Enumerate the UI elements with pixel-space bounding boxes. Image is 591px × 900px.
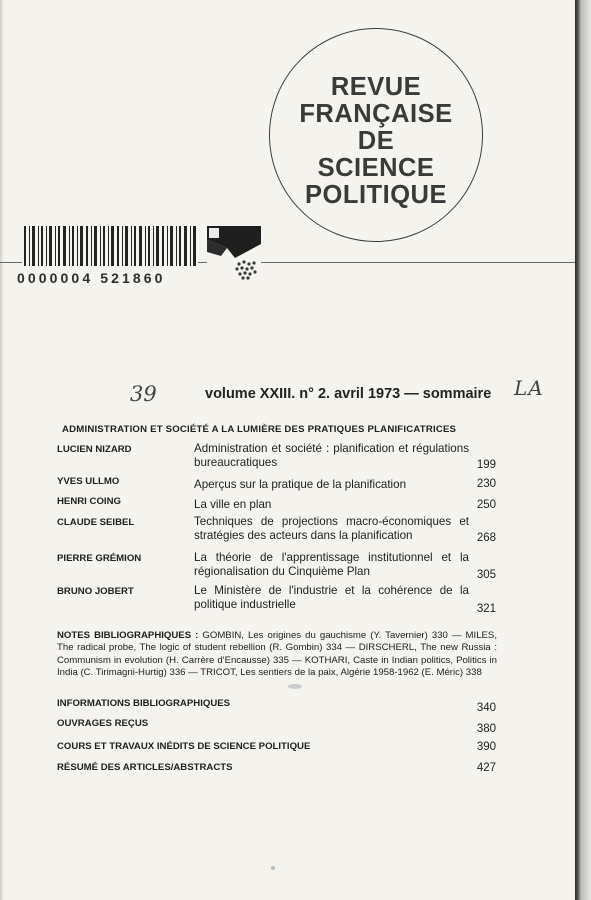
article-author: YVES ULLMO	[57, 476, 120, 487]
notes-heading: NOTES BIBLIOGRAPHIQUES :	[57, 630, 199, 641]
ink-smudge	[288, 684, 302, 689]
section-page: 380	[476, 723, 496, 735]
article-page: 268	[476, 532, 496, 544]
section-label: OUVRAGES REÇUS	[57, 718, 149, 729]
section-page: 427	[476, 762, 496, 774]
toc-section	[0, 741, 575, 761]
issue-line: volume XXIII. n° 2. avril 1973 — sommaire	[205, 386, 492, 402]
article-title: Techniques de projections macro-économiques et stratégies des acteurs dans la planification	[194, 515, 469, 542]
article-page: 199	[476, 459, 496, 471]
journal-title	[269, 74, 483, 209]
toc-section	[0, 698, 575, 718]
handwritten-note-left: 39	[130, 382, 157, 406]
section-page: 340	[476, 702, 496, 714]
article-page: 305	[476, 569, 496, 581]
article-page: 250	[476, 499, 496, 511]
book-spine-edge	[575, 0, 591, 900]
toc-entry	[0, 586, 575, 626]
handwritten-note-right: LA	[514, 376, 544, 400]
section-label: RÉSUMÉ DES ARTICLES/ABSTRACTS	[57, 762, 233, 773]
paper-speck	[271, 866, 275, 870]
toc-section	[0, 718, 575, 738]
title-line: REVUE	[330, 73, 422, 101]
notes-text: GOMBIN, Les origines du gauchisme (Y. Tavernier) 330 — MILES, The radical probe, The logic of student rebellion (R. Gombin) 334 — DIRSCHERL, The new Russia : Communism in evolution (H. Carrère d'Encausse) 335 — KOTHARI, Caste in Indian politics, Politics in India (C. Tirimagni-Hurtig) 336 — TRICOT, Les sentiers de la paix, Algérie 1958-1962 (E. Méric) 338	[57, 630, 497, 678]
article-title: Le Ministère de l'industrie et la cohérence de la politique industrielle	[194, 584, 469, 611]
article-page: 321	[476, 603, 496, 615]
article-title: Administration et société : planification et régulations bureaucratiques	[194, 442, 469, 469]
article-title: Aperçus sur la pratique de la planification	[194, 478, 407, 491]
library-stamp-icon	[207, 226, 261, 282]
article-author: LUCIEN NIZARD	[57, 444, 132, 455]
title-line: DE	[357, 127, 395, 155]
article-author: HENRI COING	[57, 496, 121, 507]
title-line: POLITIQUE	[305, 181, 447, 209]
barcode-icon	[22, 226, 198, 266]
article-author: CLAUDE SEIBEL	[57, 517, 135, 528]
article-page: 230	[476, 478, 496, 490]
article-title: La ville en plan	[194, 498, 272, 511]
toc-section	[0, 762, 575, 782]
section-page: 390	[476, 741, 496, 753]
section-label: INFORMATIONS BIBLIOGRAPHIQUES	[57, 698, 231, 709]
title-line: FRANÇAISE	[299, 100, 453, 128]
article-author: BRUNO JOBERT	[57, 586, 134, 597]
barcode-number: 0000004 521860	[17, 270, 166, 286]
article-title: La théorie de l'apprentissage institutionnel et la régionalisation du Cinquième Plan	[194, 551, 469, 578]
title-line: SCIENCE	[317, 154, 435, 182]
issue-theme: ADMINISTRATION ET SOCIÉTÉ A LA LUMIÈRE DES PRATIQUES PLANIFICATRICES	[62, 424, 457, 435]
section-label: COURS ET TRAVAUX INÉDITS DE SCIENCE POLITIQUE	[57, 741, 311, 752]
article-author: PIERRE GRÉMION	[57, 553, 142, 564]
bibliographic-notes	[57, 630, 497, 679]
